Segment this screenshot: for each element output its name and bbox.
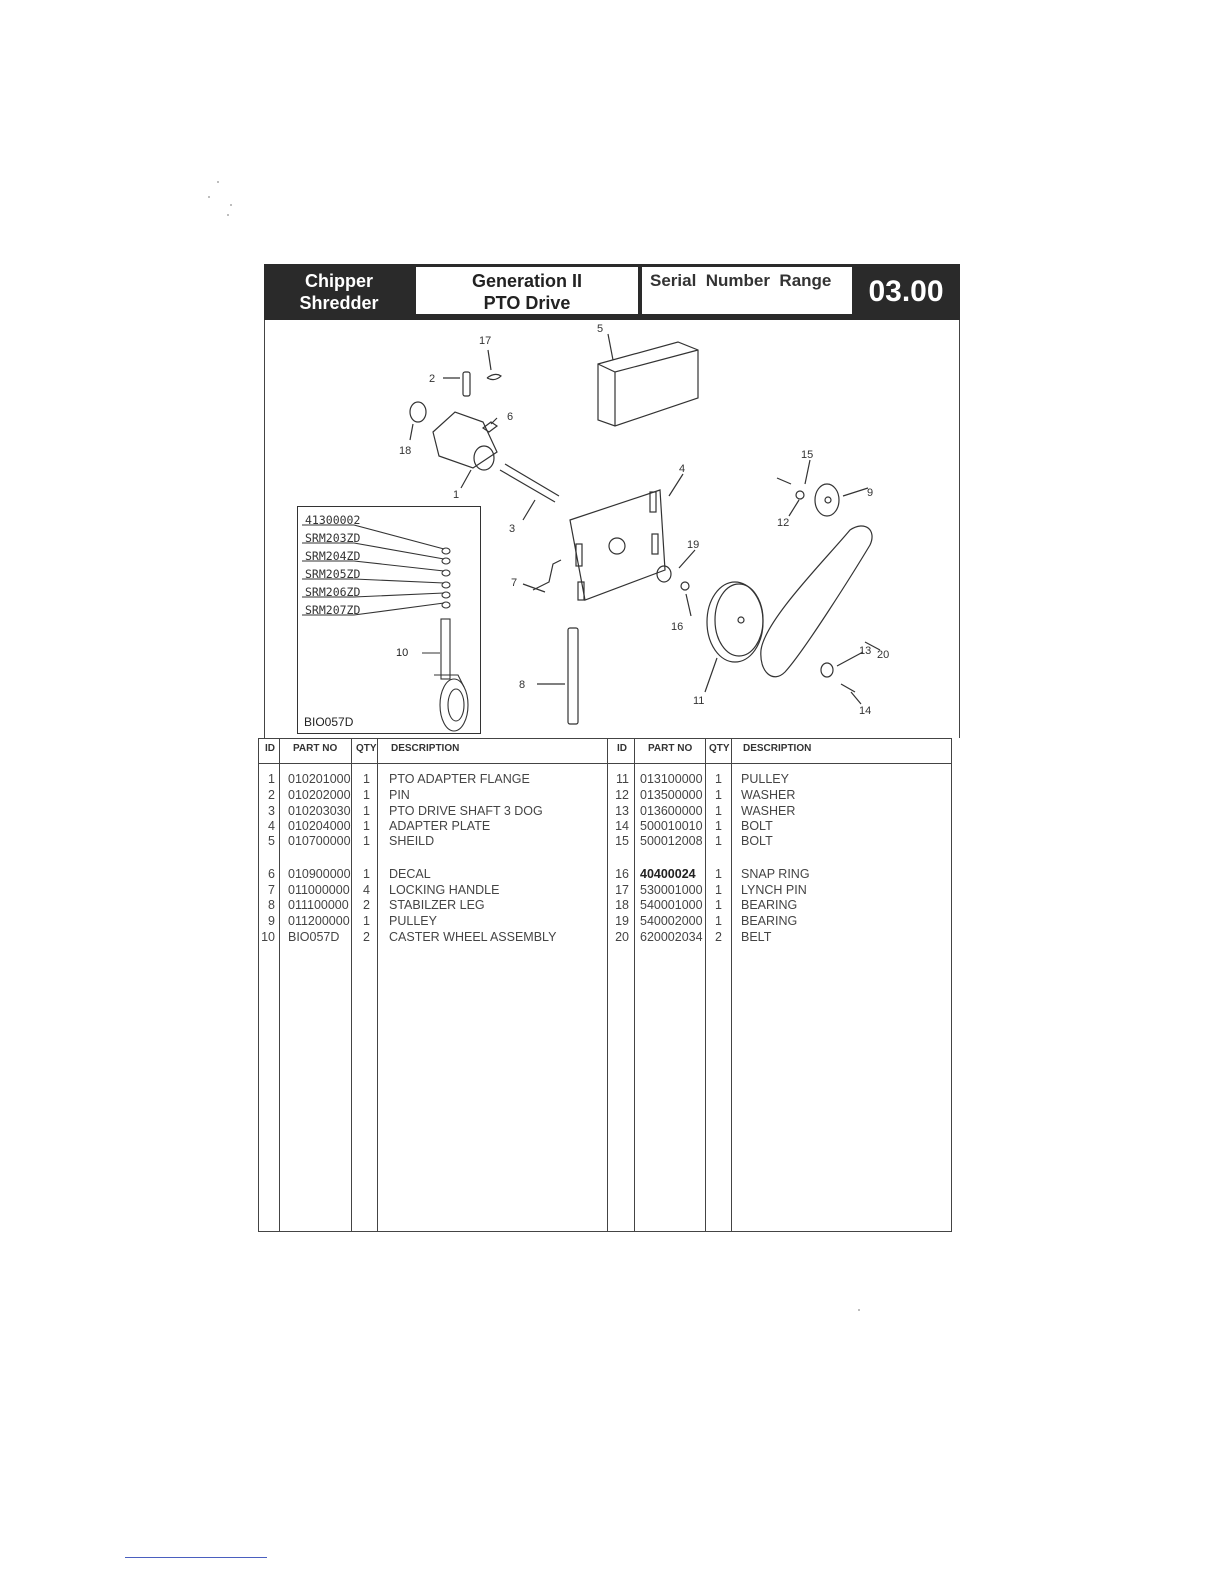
callout-10: 10 bbox=[396, 647, 409, 659]
callout-12: 12 bbox=[777, 517, 790, 529]
row-description: PTO ADAPTER FLANGE bbox=[389, 772, 530, 786]
row-qty: 1 bbox=[715, 883, 722, 897]
row-id: 18 bbox=[615, 898, 629, 912]
row-id: 20 bbox=[615, 930, 629, 944]
callout-4: 4 bbox=[679, 463, 686, 475]
row-qty: 1 bbox=[715, 914, 722, 928]
row-id: 5 bbox=[268, 834, 275, 848]
row-qty: 1 bbox=[715, 772, 722, 786]
callout-7: 7 bbox=[511, 577, 518, 589]
product-line-2: Shredder bbox=[299, 293, 379, 313]
sheet-title bbox=[416, 267, 638, 314]
title-line-1: Generation II bbox=[471, 271, 583, 291]
inset-part-list bbox=[305, 511, 360, 619]
row-description: PULLEY bbox=[389, 914, 437, 928]
row-qty: 1 bbox=[715, 867, 722, 881]
row-qty: 1 bbox=[715, 898, 722, 912]
row-id: 19 bbox=[615, 914, 629, 928]
row-qty: 1 bbox=[363, 788, 370, 802]
table-row bbox=[259, 787, 951, 803]
footer-link-underline bbox=[125, 1557, 267, 1558]
product-name bbox=[264, 264, 414, 320]
row-qty: 2 bbox=[363, 930, 370, 944]
inset-label: BIO057D bbox=[304, 715, 354, 729]
row-part-number: 011200000 bbox=[288, 914, 350, 928]
row-part-number: 011000000 bbox=[288, 883, 350, 897]
row-id: 6 bbox=[268, 867, 275, 881]
row-qty: 1 bbox=[715, 834, 722, 848]
callout-3: 3 bbox=[509, 523, 516, 535]
inset-part: SRM203ZD bbox=[305, 531, 361, 545]
header-description-left: DESCRIPTION bbox=[391, 743, 460, 754]
inset-part: SRM204ZD bbox=[305, 549, 361, 563]
row-qty: 1 bbox=[363, 914, 370, 928]
table-row bbox=[259, 929, 951, 945]
decal-part bbox=[483, 422, 497, 432]
row-qty: 1 bbox=[363, 819, 370, 833]
row-id: 12 bbox=[615, 788, 629, 802]
pto-drive-shaft-part bbox=[500, 464, 559, 502]
table-row bbox=[259, 771, 951, 787]
callout-11: 11 bbox=[693, 695, 705, 707]
inset-part: SRM205ZD bbox=[305, 567, 361, 581]
row-description: SHEILD bbox=[389, 834, 435, 848]
table-row bbox=[259, 897, 951, 913]
row-part-number: 540002000 bbox=[640, 914, 703, 928]
row-part-number: 011100000 bbox=[288, 898, 349, 912]
row-part-number: 010700000 bbox=[288, 834, 351, 848]
row-id: 13 bbox=[615, 804, 629, 818]
callout-2: 2 bbox=[429, 373, 436, 385]
shield-part bbox=[598, 342, 698, 426]
sheet-header bbox=[264, 264, 960, 320]
row-part-number: 530001000 bbox=[640, 883, 703, 897]
row-part-number: 010202000 bbox=[288, 788, 351, 802]
header-qty-left: QTY bbox=[356, 743, 377, 754]
callout-9: 9 bbox=[867, 487, 874, 499]
callout-15: 15 bbox=[801, 449, 814, 461]
row-part-number: 010204000 bbox=[288, 819, 351, 833]
row-id: 11 bbox=[616, 772, 629, 786]
bearing-part-19 bbox=[657, 566, 671, 582]
pin-part bbox=[463, 372, 470, 396]
callout-20: 20 bbox=[877, 649, 890, 661]
row-description: ADAPTER PLATE bbox=[389, 819, 491, 833]
row-description: PTO DRIVE SHAFT 3 DOG bbox=[389, 804, 543, 818]
row-description: BELT bbox=[741, 930, 772, 944]
row-part-number: 540001000 bbox=[640, 898, 703, 912]
exploded-diagram bbox=[264, 320, 960, 738]
callout-6: 6 bbox=[507, 411, 514, 423]
row-part-number: 013100000 bbox=[640, 772, 703, 786]
row-description: DECAL bbox=[389, 867, 431, 881]
row-qty: 1 bbox=[363, 834, 370, 848]
row-id: 16 bbox=[615, 867, 629, 881]
row-qty: 1 bbox=[715, 804, 722, 818]
row-id: 17 bbox=[615, 883, 629, 897]
row-part-number: 40400024 bbox=[640, 867, 696, 881]
belt-part bbox=[761, 526, 872, 677]
row-qty: 1 bbox=[363, 804, 370, 818]
bolt-part-14 bbox=[841, 684, 855, 692]
table-row bbox=[259, 913, 951, 929]
row-qty: 1 bbox=[715, 788, 722, 802]
row-qty: 1 bbox=[715, 819, 722, 833]
row-qty: 2 bbox=[715, 930, 722, 944]
pto-adapter-flange-part bbox=[433, 412, 497, 468]
header-id-right: ID bbox=[617, 743, 627, 754]
parts-sheet bbox=[258, 264, 960, 1232]
row-id: 4 bbox=[268, 819, 275, 833]
table-row bbox=[259, 882, 951, 898]
section-number: 03.00 bbox=[868, 275, 944, 308]
row-description: WASHER bbox=[741, 804, 796, 818]
row-part-number: 013500000 bbox=[640, 788, 703, 802]
row-id: 2 bbox=[268, 788, 275, 802]
row-description: BOLT bbox=[741, 834, 773, 848]
row-part-number: 500010010 bbox=[640, 819, 703, 833]
row-description: BOLT bbox=[741, 819, 773, 833]
table-row bbox=[259, 866, 951, 882]
row-id: 1 bbox=[268, 772, 275, 786]
row-description: PULLEY bbox=[741, 772, 789, 786]
row-description: WASHER bbox=[741, 788, 796, 802]
callout-1: 1 bbox=[453, 489, 460, 501]
row-qty: 1 bbox=[363, 867, 370, 881]
row-part-number: 620002034 bbox=[640, 930, 703, 944]
bearing-part-18 bbox=[410, 402, 426, 422]
row-id: 15 bbox=[615, 834, 629, 848]
bolt-part-15 bbox=[777, 478, 791, 484]
row-id: 8 bbox=[268, 898, 275, 912]
washer-part-12 bbox=[796, 491, 804, 499]
row-id: 7 bbox=[268, 883, 275, 897]
callout-17: 17 bbox=[479, 335, 492, 347]
header-part-no-right: PART NO bbox=[648, 743, 693, 754]
row-description: PIN bbox=[389, 788, 410, 802]
row-part-number: BIO057D bbox=[288, 930, 340, 944]
row-part-number: 500012008 bbox=[640, 834, 703, 848]
inset-part: 41300002 bbox=[305, 513, 361, 527]
row-description: STABILZER LEG bbox=[389, 898, 485, 912]
caster-wheel-inset bbox=[297, 506, 481, 734]
row-qty: 2 bbox=[363, 898, 370, 912]
row-part-number: 010203030 bbox=[288, 804, 351, 818]
row-id: 3 bbox=[268, 804, 275, 818]
serial-range-label: Serial Number Range bbox=[642, 267, 852, 314]
callout-5: 5 bbox=[597, 323, 604, 335]
pulley-part-9 bbox=[815, 484, 839, 516]
row-part-number: 010201000 bbox=[288, 772, 351, 786]
stabilizer-leg-part bbox=[568, 628, 578, 724]
callout-14: 14 bbox=[859, 705, 872, 717]
row-description: SNAP RING bbox=[741, 867, 810, 881]
locking-handle-part bbox=[533, 560, 561, 590]
row-id: 10 bbox=[261, 930, 275, 944]
title-line-2: PTO Drive bbox=[483, 293, 571, 313]
row-description: BEARING bbox=[741, 898, 798, 912]
header-qty-right: QTY bbox=[709, 743, 730, 754]
inset-part: SRM207ZD bbox=[305, 603, 361, 617]
row-id: 14 bbox=[615, 819, 629, 833]
row-description: CASTER WHEEL ASSEMBLY bbox=[389, 930, 557, 944]
callout-8: 8 bbox=[519, 679, 526, 691]
row-qty: 1 bbox=[363, 772, 370, 786]
lynch-pin-part bbox=[487, 374, 501, 379]
row-description: BEARING bbox=[741, 914, 798, 928]
row-part-number: 010900000 bbox=[288, 867, 351, 881]
parts-table bbox=[258, 738, 952, 1232]
table-row bbox=[259, 833, 951, 849]
row-description: LYNCH PIN bbox=[741, 883, 807, 897]
callout-16: 16 bbox=[671, 621, 684, 633]
washer-part-13 bbox=[821, 663, 833, 677]
inset-part: SRM206ZD bbox=[305, 585, 361, 599]
row-id: 9 bbox=[268, 914, 275, 928]
callout-19: 19 bbox=[687, 539, 700, 551]
header-part-no-left: PART NO bbox=[293, 743, 338, 754]
snap-ring-part bbox=[681, 582, 689, 590]
product-line-1: Chipper bbox=[304, 271, 373, 291]
row-description: LOCKING HANDLE bbox=[389, 883, 500, 897]
callout-18: 18 bbox=[399, 445, 412, 457]
callout-13: 13 bbox=[859, 645, 872, 657]
table-row bbox=[259, 818, 951, 834]
table-row bbox=[259, 803, 951, 819]
header-id-left: ID bbox=[265, 743, 275, 754]
row-part-number: 013600000 bbox=[640, 804, 703, 818]
header-description-right: DESCRIPTION bbox=[743, 743, 812, 754]
row-qty: 4 bbox=[363, 883, 370, 897]
